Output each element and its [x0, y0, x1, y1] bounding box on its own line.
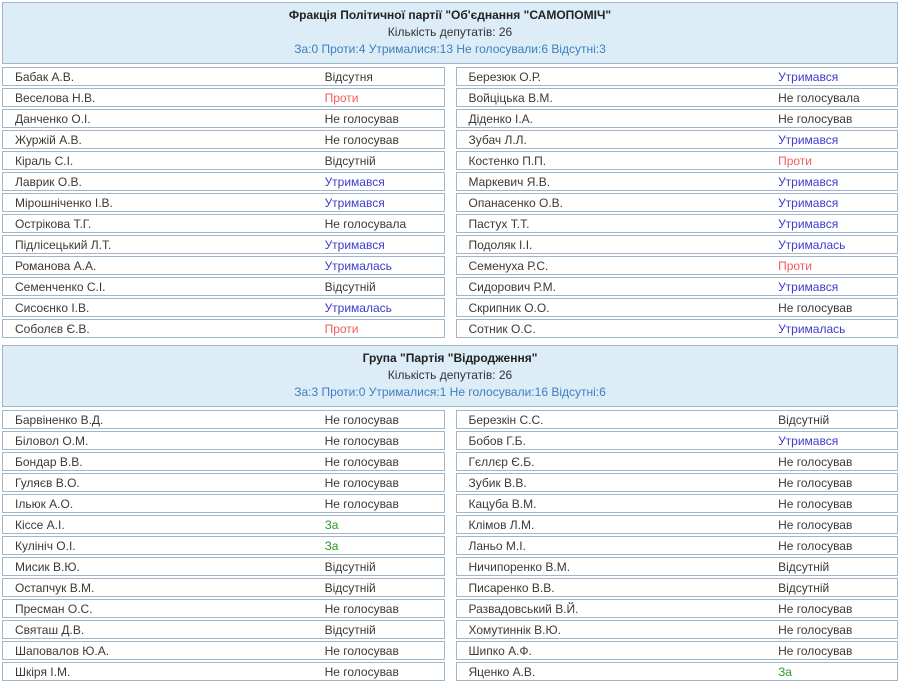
deputy-row	[456, 578, 899, 597]
vote-status: Не голосував	[324, 412, 399, 427]
deputy-name: Бобов Г.Б.	[468, 433, 526, 448]
deputy-row	[456, 599, 899, 618]
vote-status: Утримався	[324, 237, 385, 252]
deputy-row	[2, 578, 445, 597]
deputy-name: Подоляк І.І.	[468, 237, 533, 252]
deputy-row	[2, 67, 445, 86]
deputy-name: Скрипник О.О.	[468, 300, 550, 315]
deputy-name: Войціцька В.М.	[468, 90, 553, 105]
deputy-row	[456, 130, 899, 149]
deputy-name: Бабак А.В.	[15, 69, 75, 84]
deputy-name: Соболєв Є.В.	[15, 321, 90, 336]
deputy-columns	[2, 67, 898, 340]
deputy-row	[2, 515, 445, 534]
deputy-name: Підлісецький Л.Т.	[15, 237, 112, 252]
deputy-name: Острікова Т.Г.	[15, 216, 92, 231]
deputy-row	[2, 599, 445, 618]
vote-status: Не голосував	[324, 433, 399, 448]
deputy-name: Кацуба В.М.	[468, 496, 537, 511]
deputy-name: Семенуха Р.С.	[468, 258, 549, 273]
vote-status: Не голосував	[324, 496, 399, 511]
deputy-row	[456, 473, 899, 492]
vote-status: Не голосував	[324, 664, 399, 679]
deputy-columns	[2, 410, 898, 683]
deputy-row	[2, 130, 445, 149]
vote-status: Не голосував	[324, 132, 399, 147]
vote-status: Утримався	[778, 216, 839, 231]
deputy-row	[456, 298, 899, 317]
vote-status: Не голосувала	[778, 90, 860, 105]
deputy-row	[2, 536, 445, 555]
deputy-row	[2, 641, 445, 660]
vote-status: Утримався	[324, 195, 385, 210]
deputy-row	[456, 620, 899, 639]
deputy-count: Кількість депутатів: 26	[387, 25, 513, 39]
vote-summary: За:3 Проти:0 Утрималися:1 Не голосували:16 Відсутні:6	[294, 385, 606, 399]
vote-status: Відсутній	[324, 559, 376, 574]
vote-status: За	[778, 664, 792, 679]
deputy-name: Зубик В.В.	[468, 475, 527, 490]
faction-section-vidrodzhennya	[2, 345, 898, 683]
deputy-name: Семенченко С.І.	[15, 279, 106, 294]
deputy-name: Кіссе А.І.	[15, 517, 65, 532]
vote-status: Не голосував	[778, 475, 853, 490]
deputy-row	[456, 536, 899, 555]
deputy-name: Діденко І.А.	[468, 111, 533, 126]
deputy-name: Пастух Т.Т.	[468, 216, 530, 231]
vote-status: Не голосувала	[324, 216, 407, 231]
vote-status: Не голосував	[778, 111, 853, 126]
vote-status: Утрималась	[778, 321, 846, 336]
deputy-name: Гуляєв В.О.	[15, 475, 80, 490]
deputy-row	[456, 214, 899, 233]
vote-status: Не голосував	[778, 601, 853, 616]
deputy-name: Ланьо М.І.	[468, 538, 526, 553]
deputy-name: Шаповалов Ю.А.	[15, 643, 110, 658]
vote-status: Утримався	[778, 132, 839, 147]
deputy-column-left	[2, 67, 445, 340]
vote-status: Утрималась	[324, 300, 392, 315]
vote-status: Відсутній	[324, 153, 376, 168]
deputy-column-right	[456, 67, 899, 340]
deputy-row	[456, 431, 899, 450]
vote-status: Не голосував	[324, 475, 399, 490]
faction-header	[2, 2, 898, 64]
deputy-name: Ничипоренко В.М.	[468, 559, 571, 574]
vote-status: Проти	[324, 321, 359, 336]
deputy-row	[456, 494, 899, 513]
deputy-column-right	[456, 410, 899, 683]
deputy-name: Мірошніченко І.В.	[15, 195, 113, 210]
deputy-name: Романова А.А.	[15, 258, 97, 273]
deputy-column-left	[2, 410, 445, 683]
vote-status: Не голосував	[778, 454, 853, 469]
faction-title: Група "Партія "Відродження"	[362, 351, 538, 365]
deputy-name: Данченко О.І.	[15, 111, 91, 126]
deputy-row	[456, 151, 899, 170]
deputy-row	[456, 557, 899, 576]
deputy-row	[2, 172, 445, 191]
deputy-name: Зубач Л.Л.	[468, 132, 527, 147]
deputy-row	[456, 515, 899, 534]
deputy-row	[456, 410, 899, 429]
deputy-row	[456, 277, 899, 296]
deputy-row	[2, 151, 445, 170]
vote-status: Відсутній	[778, 559, 830, 574]
deputy-row	[2, 473, 445, 492]
deputy-row	[2, 298, 445, 317]
deputy-row	[456, 641, 899, 660]
deputy-name: Хомутиннік В.Ю.	[468, 622, 561, 637]
deputy-name: Мисик В.Ю.	[15, 559, 80, 574]
deputy-name: Лаврик О.В.	[15, 174, 82, 189]
deputy-name: Шкіря І.М.	[15, 664, 71, 679]
deputy-row	[456, 67, 899, 86]
deputy-name: Веселова Н.В.	[15, 90, 96, 105]
deputy-name: Кіраль С.І.	[15, 153, 74, 168]
deputy-name: Опанасенко О.В.	[468, 195, 564, 210]
deputy-row	[2, 620, 445, 639]
vote-status: Не голосував	[324, 601, 399, 616]
deputy-row	[2, 256, 445, 275]
deputy-row	[2, 452, 445, 471]
deputy-count: Кількість депутатів: 26	[387, 368, 513, 382]
deputy-name: Біловол О.М.	[15, 433, 89, 448]
vote-status: Утрималась	[324, 258, 392, 273]
deputy-name: Клімов Л.М.	[468, 517, 535, 532]
deputy-row	[456, 662, 899, 681]
deputy-name: Гєллєр Є.Б.	[468, 454, 535, 469]
deputy-row	[456, 256, 899, 275]
deputy-row	[2, 410, 445, 429]
deputy-name: Кулініч О.І.	[15, 538, 76, 553]
deputy-name: Святаш Д.В.	[15, 622, 85, 637]
vote-status: Утримався	[778, 195, 839, 210]
vote-status: Відсутній	[778, 580, 830, 595]
vote-status: Не голосував	[778, 300, 853, 315]
deputy-row	[2, 494, 445, 513]
vote-status: Не голосував	[324, 643, 399, 658]
vote-status: За	[324, 538, 339, 553]
deputy-name: Сидорович Р.М.	[468, 279, 556, 294]
deputy-name: Шипко А.Ф.	[468, 643, 532, 658]
vote-status: Відсутній	[778, 412, 830, 427]
vote-status: Утримався	[778, 433, 839, 448]
deputy-row	[456, 193, 899, 212]
deputy-name: Ільюк А.О.	[15, 496, 74, 511]
deputy-row	[2, 662, 445, 681]
deputy-name: Яценко А.В.	[468, 664, 536, 679]
vote-status: Відсутній	[324, 622, 376, 637]
vote-status: Не голосував	[778, 643, 853, 658]
deputy-name: Березюк О.Р.	[468, 69, 541, 84]
deputy-name: Березкін С.С.	[468, 412, 544, 427]
deputy-row	[2, 88, 445, 107]
vote-status: Не голосував	[778, 622, 853, 637]
vote-status: Не голосував	[324, 111, 399, 126]
vote-status: Проти	[324, 90, 359, 105]
deputy-row	[456, 235, 899, 254]
deputy-row	[456, 452, 899, 471]
deputy-name: Барвіненко В.Д.	[15, 412, 104, 427]
faction-header	[2, 345, 898, 407]
faction-section-samopomich	[2, 2, 898, 340]
vote-status: Утримався	[778, 69, 839, 84]
vote-status: Не голосував	[778, 517, 853, 532]
deputy-row	[2, 214, 445, 233]
deputy-name: Писаренко В.В.	[468, 580, 555, 595]
deputy-name: Журжій А.В.	[15, 132, 82, 147]
deputy-name: Сисоєнко І.В.	[15, 300, 90, 315]
vote-status: Проти	[778, 153, 812, 168]
deputy-name: Остапчук В.М.	[15, 580, 95, 595]
deputy-row	[456, 319, 899, 338]
deputy-row	[456, 88, 899, 107]
vote-status: Відсутній	[324, 580, 376, 595]
vote-status: Відсутній	[324, 279, 376, 294]
deputy-row	[2, 277, 445, 296]
deputy-row	[2, 319, 445, 338]
deputy-name: Сотник О.С.	[468, 321, 536, 336]
vote-status: Утримався	[324, 174, 385, 189]
vote-status: Відсутня	[324, 69, 373, 84]
vote-status: Не голосував	[778, 538, 853, 553]
vote-status: За	[324, 517, 339, 532]
deputy-row	[2, 109, 445, 128]
deputy-row	[2, 235, 445, 254]
vote-status: Проти	[778, 258, 812, 273]
vote-status: Утримався	[778, 174, 839, 189]
deputy-name: Костенко П.П.	[468, 153, 547, 168]
deputy-row	[2, 557, 445, 576]
vote-status: Утримався	[778, 279, 839, 294]
vote-status: Утрималась	[778, 237, 846, 252]
faction-title: Фракція Політичної партії "Об'єднання "САМОПОМІЧ"	[288, 8, 612, 22]
deputy-name: Развадовський В.Й.	[468, 601, 579, 616]
vote-status: Не голосував	[778, 496, 853, 511]
vote-summary: За:0 Проти:4 Утрималися:13 Не голосували:6 Відсутні:3	[294, 42, 606, 56]
deputy-name: Пресман О.С.	[15, 601, 93, 616]
deputy-row	[456, 109, 899, 128]
deputy-row	[456, 172, 899, 191]
deputy-row	[2, 431, 445, 450]
deputy-row	[2, 193, 445, 212]
deputy-name: Бондар В.В.	[15, 454, 83, 469]
vote-status: Не голосував	[324, 454, 399, 469]
deputy-name: Маркевич Я.В.	[468, 174, 551, 189]
